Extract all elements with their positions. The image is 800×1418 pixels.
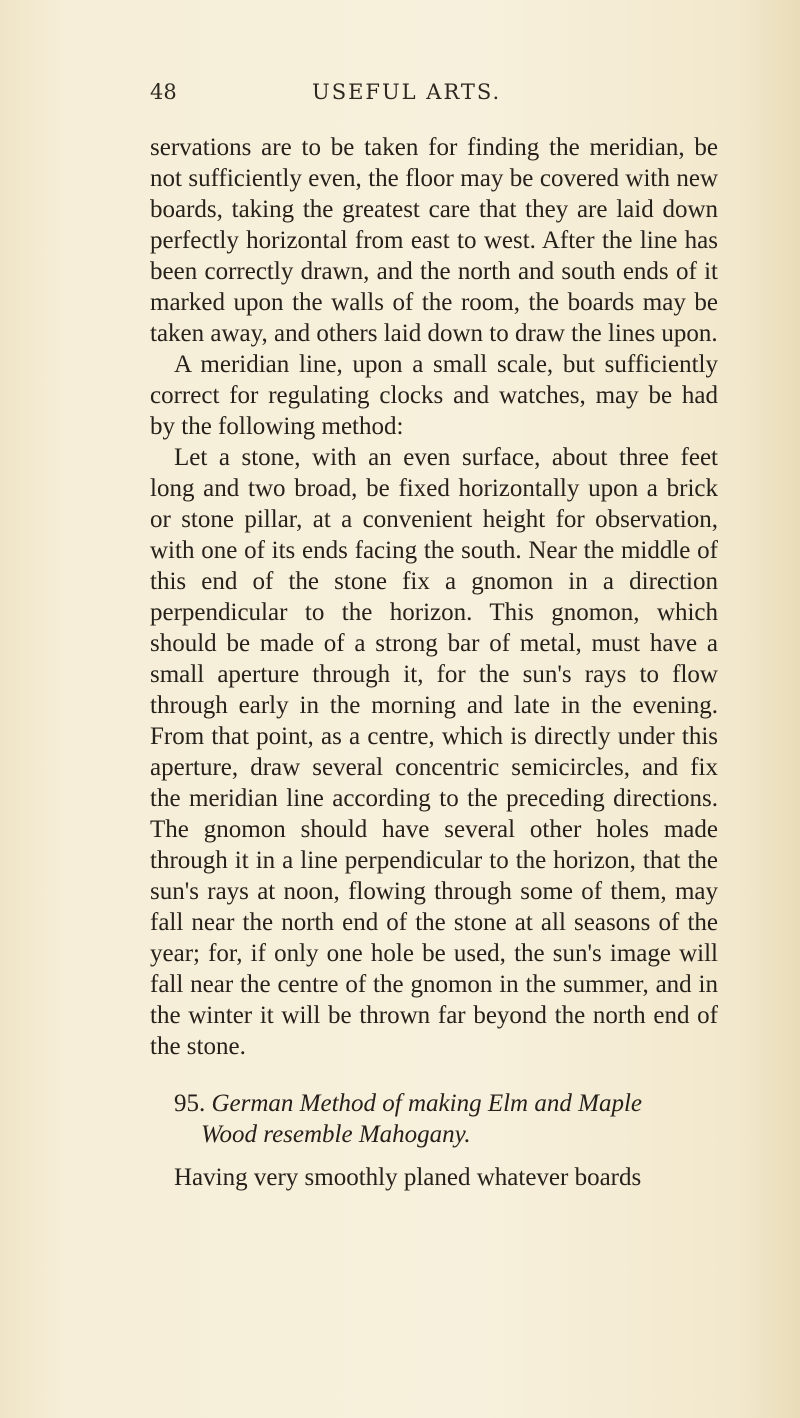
page-number: 48 bbox=[150, 80, 177, 104]
section-number: 95. bbox=[174, 1090, 206, 1117]
paragraph-having-planed: Having very smoothly planed whatever boards bbox=[174, 1164, 642, 1191]
section-title-line-2: Wood resemble Mahogany. bbox=[201, 1121, 471, 1148]
section-heading bbox=[150, 1088, 718, 1150]
paragraph-continued: servations are to be taken for finding the meridian, be not sufficiently even, the floor may be covered with new boards, taking the greatest care that they are laid down perfectly horizontal from east to west. After the line has been correctly drawn, and the north and south ends of it marked upon the walls of the room, the boards may be taken away, and others laid down to draw the lines upon. bbox=[150, 134, 718, 347]
paragraph-stone-gnomon: Let a stone, with an even surface, about three feet long and two broad, be fixed horizontally upon a brick or stone pillar, at a convenient height for observation, with one of its ends facing the south. Near the middle of this end of the stone fix a gnomon in a direction perpendicular to the horizon. This gnomon, which should be made of a strong bar of metal, must have a small aperture through it, for the sun's rays to flow through early in the morning and late in the evening. From that point, as a centre, which is directly under this aperture, draw several concentric semicircles, and fix the meridian line according to the preceding directions. The gnomon should have several other holes made through it in a line perpendicular to the horizon, that the sun's rays at noon, flowing through some of them, may fall near the north end of the stone at all seasons of the year; for, if only one hole be used, the sun's image will fall near the centre of the gnomon in the summer, and in the winter it will be thrown far beyond the north end of the stone. bbox=[150, 444, 718, 1060]
running-head bbox=[150, 74, 710, 114]
section-title-text-1: German Method of making Elm and Maple bbox=[211, 1090, 642, 1117]
section-title-line-1 bbox=[174, 1088, 718, 1119]
running-title: USEFUL ARTS. bbox=[312, 80, 502, 104]
text-block bbox=[150, 132, 718, 1193]
paragraph-meridian-line: A meridian line, upon a small scale, but sufficiently correct for regulating clocks and watches, may be had by the following method: bbox=[150, 351, 718, 440]
